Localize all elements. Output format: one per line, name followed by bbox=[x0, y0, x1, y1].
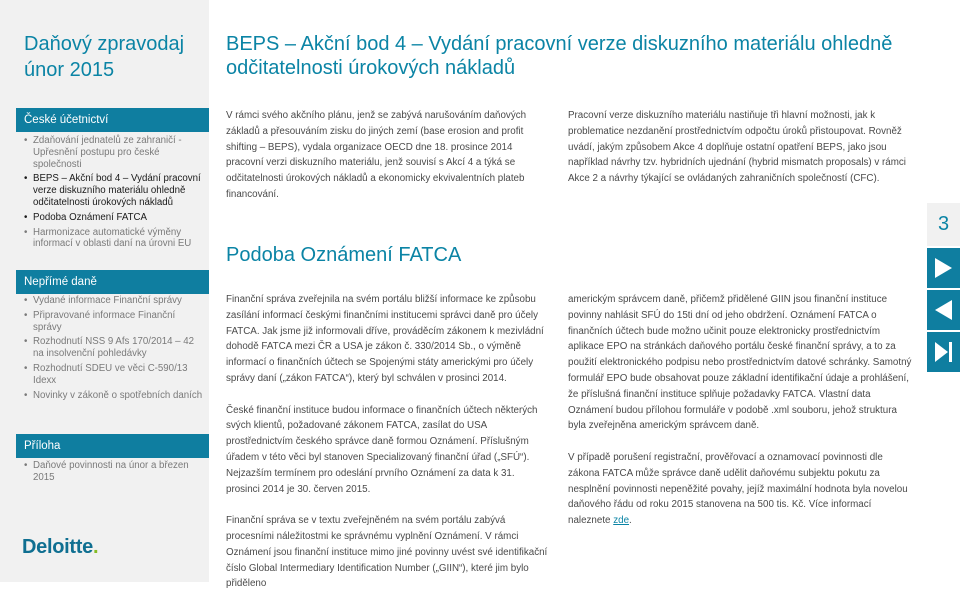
toc-list-ceske-ucetnictvi bbox=[24, 135, 206, 253]
toc-item[interactable]: • Harmonizace automatické výměny informací v oblasti daní na úrovni EU bbox=[24, 227, 206, 251]
fatca-column-left bbox=[226, 292, 551, 608]
paragraph-end: . bbox=[629, 515, 632, 527]
triangle-left-icon bbox=[935, 300, 952, 320]
toc-list-priloha bbox=[24, 460, 206, 487]
intro-paragraph: V rámci svého akčního plánu, jenž se zabývá narušováním daňových základů a přesouváním zisku do jiných zemí (base erosion and profit shifting – BEPS), vydala organizace OECD dne 18. prosince 2014 pracovní verzi diskuzního materiálu, jenž souvisí s Akcí 4 a týká se odčitatelnosti úrokových nákladů a ekonomicky ekvivalentních plateb financování. bbox=[226, 110, 527, 200]
logo-dot: . bbox=[92, 536, 99, 558]
deloitte-logo bbox=[22, 536, 98, 559]
paragraph: České finanční instituce budou informace o finančních účtech některých svých klientů, požadované zákonem FATCA, zasílat do USA prostřednictvím českého správce daně formou Oznámení. Příslušným úřadem v této věci byl stanoven Specializovaný finanční úřad („SFÚ“). Nejzazším termínem pro odeslání prvního Oznámení za data k 31. prosinci 2014 je 30. červen 2015. bbox=[226, 404, 538, 495]
paragraph: americkým správcem daně, přičemž přidělené GIIN jsou finanční instituce povinny nahlásit SFÚ do 15ti dní od jeho obdržení. Oznámení FATCA o finančních účtech bude možno učinit pouze elektronicky prostřednictvím aplikace EPO na stránkách daňového portálu české finanční správy, a to za použití elektronického podpisu nebo prostřednictvím datové schránky. Samotný formulář EPO bude obsahovat pouze základní identifikační údaje a prohlášení, že příslušná finanční instituce splňuje požadavky FATCA. Vlastní data Oznámení budou přílohou formuláře v podobě .xml souboru, jehož struktura byla zveřejněna americkým správcem daně. bbox=[568, 294, 912, 432]
page-number: 3 bbox=[927, 203, 960, 246]
triangle-right-end-icon bbox=[935, 342, 952, 362]
sidebar bbox=[0, 0, 209, 582]
page-title: BEPS – Akční bod 4 – Vydání pracovní verze diskuzního materiálu ohledně odčitatelnosti úrokových nákladů bbox=[226, 33, 893, 79]
toc-item[interactable]: • Vydané informace Finanční správy bbox=[24, 295, 206, 307]
next-page-button[interactable] bbox=[927, 248, 960, 288]
section-heading-neprime-dane[interactable]: Nepřímé daně bbox=[16, 270, 209, 294]
toc-item[interactable]: • Rozhodnutí NSS 9 Afs 170/2014 – 42 na insolvenční pohledávky bbox=[24, 336, 206, 360]
toc-item[interactable]: • Daňové povinnosti na únor a březen 2015 bbox=[24, 460, 206, 484]
more-info-link[interactable]: zde bbox=[613, 515, 630, 527]
fatca-column-right bbox=[568, 292, 913, 545]
toc-item-active[interactable]: • BEPS – Akční bod 4 – Vydání pracovní verze diskuzního materiálu ohledně odčitatelnosti úrokových nákladů bbox=[24, 173, 206, 208]
toc-item[interactable]: • Připravované informace Finanční správy bbox=[24, 310, 206, 334]
newsletter-date: únor 2015 bbox=[24, 59, 115, 81]
paragraph-text: V případě porušení registrační, prověřovací a oznamovací povinnosti dle zákona FATCA může správce daně udělit daňovému subjektu pokutu za nesplnění povinnosti nepeněžité povahy, jejíž maximální hodnota byla novelou daňového řádu od roku 2015 stanovena na 500 tis. Kč. Více informací naleznete bbox=[568, 451, 908, 527]
section-heading-priloha[interactable]: Příloha bbox=[16, 434, 209, 458]
previous-page-button[interactable] bbox=[927, 290, 960, 330]
toc-item[interactable]: • Rozhodnutí SDEU ve věci C-590/13 Idexx bbox=[24, 363, 206, 387]
paragraph-with-link bbox=[568, 450, 913, 529]
toc-item[interactable]: • Zdaňování jednatelů ze zahraničí - Upřesnění postupu pro české společnosti bbox=[24, 135, 206, 170]
page-navigation bbox=[927, 203, 960, 374]
logo-text: Deloitte bbox=[22, 536, 93, 558]
toc-list-neprime-dane bbox=[24, 295, 206, 404]
paragraph: Finanční správa se v textu zveřejněném na svém portálu zabývá procesními náležitostmi ke správnému vyplnění Oznámení. V rámci Oznámení jsou finanční instituce mimo jiné povinny uvést své identifikační číslo Global Intermediary Identification Number („GIIN“), které jim bylo přiděleno bbox=[226, 515, 548, 590]
last-page-button[interactable] bbox=[927, 332, 960, 372]
section-heading-ceske-ucetnictvi[interactable]: České účetnictví bbox=[16, 108, 209, 132]
toc-item[interactable]: • Novinky v zákoně o spotřebních daních bbox=[24, 390, 206, 402]
section-heading-fatca: Podoba Oznámení FATCA bbox=[226, 244, 462, 266]
intro-paragraph-right: Pracovní verze diskuzního materiálu nastiňuje tři hlavní možnosti, jak k problematice nezdanění prostřednictvím odpočtu úroků přistoupovat. Rovněž uvádí, jakým způsobem Akce 4 doplňuje ostatní opatření BEPS, jako jsou například návrhy tzv. hybridních ujednání (hybrid mismatch proposals) v rámci Akce 2 a návrhy týkající se ovládaných zahraničních společností (CFC). bbox=[568, 110, 906, 185]
toc-item-active[interactable]: • Podoba Oznámení FATCA bbox=[24, 212, 206, 224]
triangle-right-icon bbox=[935, 258, 952, 278]
newsletter-title: Daňový zpravodaj bbox=[24, 33, 185, 55]
paragraph: Finanční správa zveřejnila na svém portálu bližší informace ke způsobu zasílání informací českými finančními institucemi správci daně pro účely FATCA. Jak jsme již informovali dříve, prováděcím zákonem k mezivládní dohodě FATCA mezi ČR a USA je zákon č. 330/2014 Sb., o výměně informací o finančních účtech se Spojenými státy americkými pro účely správy daní („zákon FATCA“), který byl schválen v prosinci 2014. bbox=[226, 294, 544, 384]
